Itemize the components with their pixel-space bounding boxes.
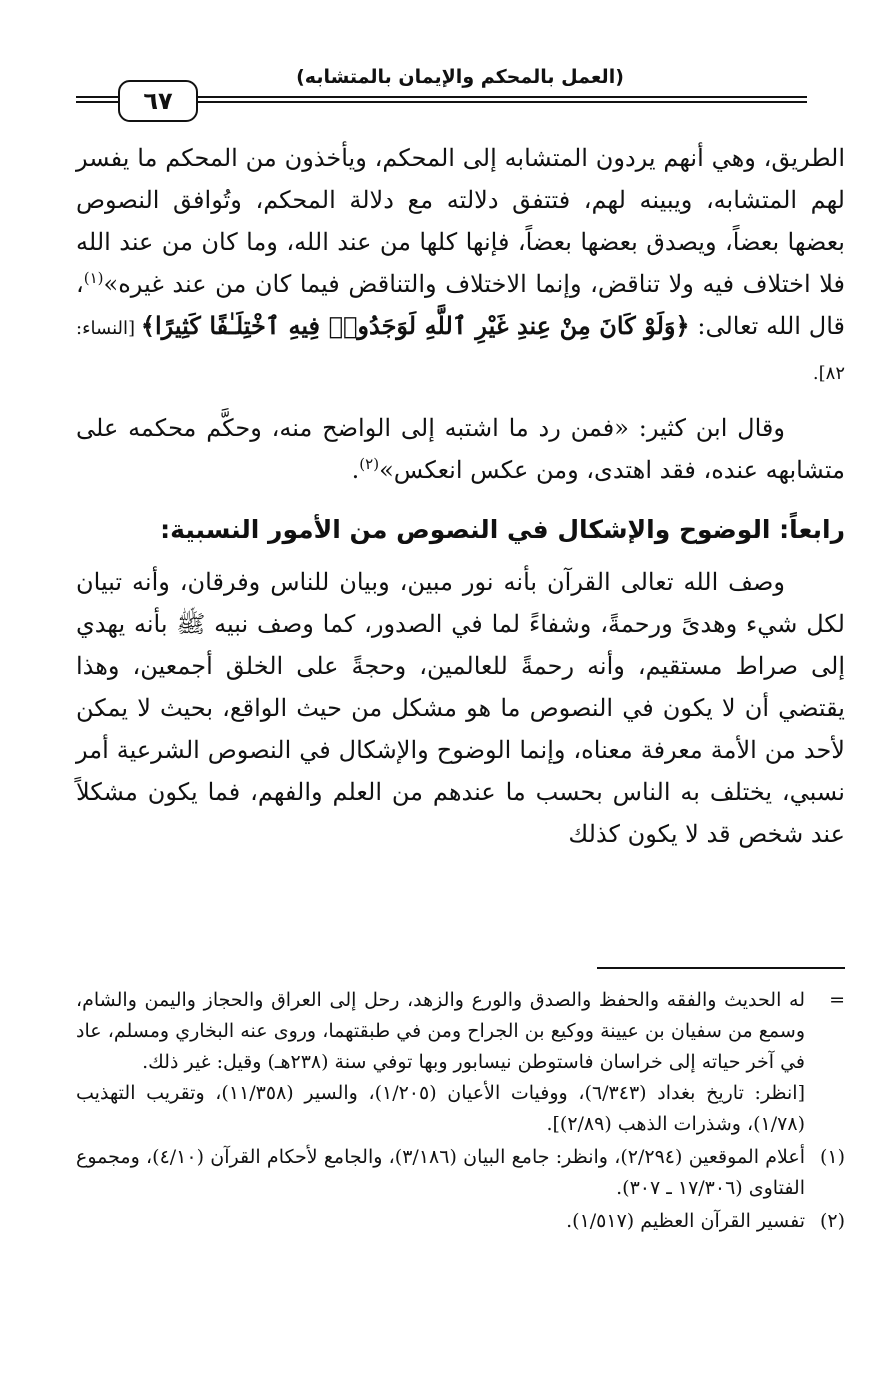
main-text (76, 137, 845, 855)
verse-reference: [النساء: ٨٢]. (76, 318, 845, 384)
paragraph-1-text-cont: ، قال الله تعالى: (76, 270, 846, 340)
quran-verse: ﴿وَلَوْ كَانَ مِنْ عِندِ غَيْرِ ٱللَّهِ لَوَجَدُوا۟ فِيهِ ٱخْتِلَـٰفًا كَثِيرًا﴾ (140, 311, 690, 340)
page-number-box (118, 80, 198, 122)
footnote-continuation-text: له الحديث والفقه والحفظ والصدق والورع والزهد، رحل إلى العراق والحجاز واليمن والشام، وسمع من سفيان بن عيينة ووكيع بن الجراح ومن في طبقتهما، وروى عنه البخاري ومسلم، عاد في آخر حياته إلى خراسان فاستوطن نيسابور وبها توفي سنة (٢٣٨هـ) وقيل: غير ذلك. (76, 989, 805, 1073)
footnotes (76, 985, 845, 1239)
footnote-2-body (76, 1206, 805, 1237)
footnote-continuation-body (76, 985, 805, 1140)
paragraph-2 (76, 407, 845, 491)
footnote-1-text: أعلام الموقعين (٢/٢٩٤)، وانظر: جامع البيان (٣/١٨٦)، والجامع لأحكام القرآن (٤/١٠)، ومجموع الفتاوى (١٧/٣٠٦ ـ ٣٠٧). (76, 1146, 805, 1199)
footnote-continuation (76, 985, 845, 1140)
footnote-2-text: تفسير القرآن العظيم (١/٥١٧). (566, 1210, 805, 1232)
paragraph-1-text: الطريق، وهي أنهم يردون المتشابه إلى المحكم، ويأخذون من المحكم ما يفسر لهم المتشابه، ويبينه لهم، فتتفق دلالته مع دلالة المحكم، وتُوافق النصوص بعضها بعضاً، ويصدق بعضها بعضاً، فإنها كلها من عند الله، وما كان من عند الله فلا اختلاف فيه ولا تناقض، وإنما الاختلاف والتناقض فيما كان من عند غيره» (76, 144, 845, 298)
page-number: ٦٧ (143, 87, 173, 115)
section-heading: رابعاً: الوضوح والإشكال في النصوص من الأمور النسبية: (160, 515, 845, 544)
footnote-continuation-refs: [انظر: تاريخ بغداد (٦/٣٤٣)، ووفيات الأعيان (١/٢٠٥)، والسير (١١/٣٥٨)، وتقريب التهذيب (١/٧٨)، وشذرات الذهب (٢/٨٩)]. (76, 1082, 805, 1135)
paragraph-3: وصف الله تعالى القرآن بأنه نور مبين، وبيان للناس وفرقان، وأنه تبيان لكل شيء وهدىً ورحمةً، وشفاءً لما في الصدور، كما وصف نبيه ﷺ بأنه يهدي إلى صراط مستقيم، وأنه رحمةً للعالمين، وحجةً على الخلق أجمعين، وهذا يقتضي أن لا يكون في النصوص ما هو مشكل من حيث الواقع، بحيث لا يمكن لأحد من الأمة معرفة معناه، وإنما الوضوح والإشكال في النصوص الشرعية أمر نسبي، يختلف به الناس بحسب ما عندهم من العلم والفهم، فما يكون مشكلاً عند شخص قد لا يكون كذلك (76, 568, 845, 848)
paragraph-1 (76, 137, 845, 395)
footnote-2-marker: (٢) (819, 1210, 845, 1232)
footnote-2 (76, 1206, 845, 1237)
footnote-1 (76, 1142, 845, 1204)
footnote-ref-2[interactable]: (٢) (359, 455, 380, 473)
footnote-continuation-marker: = (829, 989, 845, 1011)
footnote-ref-1[interactable]: (١) (83, 269, 104, 287)
footnote-1-body (76, 1142, 805, 1204)
paragraph-2-text: وقال ابن كثير: «فمن رد ما اشتبه إلى الواضح منه، وحكَّم محكمه على متشابهه عنده، فقد اهتدى، ومن عكس انعكس» (76, 414, 845, 484)
header-rule-left (76, 96, 118, 103)
header-rule (198, 96, 807, 103)
paragraph-2-end: . (351, 456, 360, 484)
footnote-separator (597, 967, 845, 969)
page-header-title: (العمل بالمحكم والإيمان بالمتشابه) (296, 66, 624, 88)
footnote-1-marker: (١) (819, 1146, 845, 1168)
